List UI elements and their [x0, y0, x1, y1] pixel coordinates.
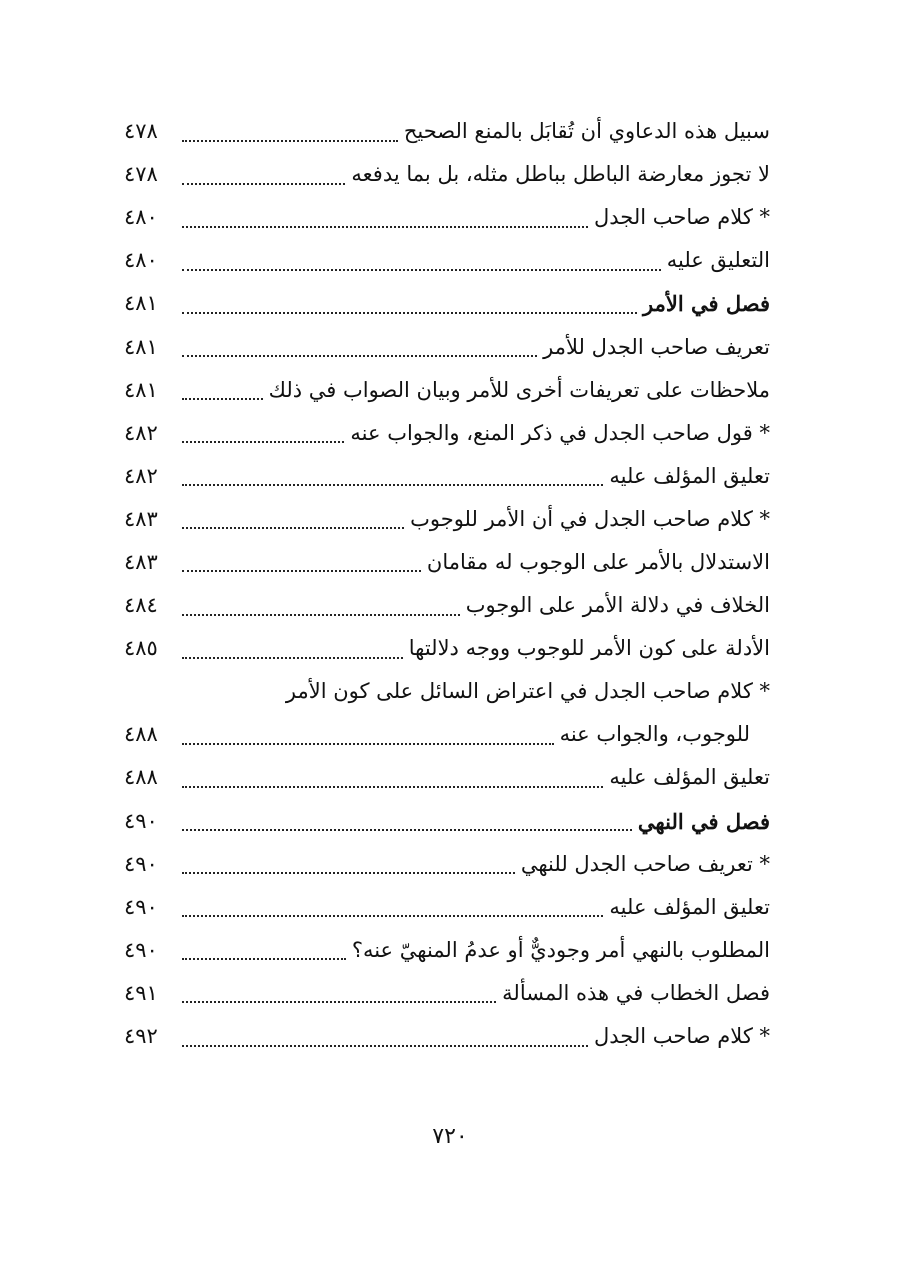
- toc-entry-page-number: ٤٨١: [124, 377, 158, 402]
- toc-entry: [124, 110, 770, 153]
- toc-entry-title: سبيل هذه الدعاوي أن تُقابَل بالمنع الصحيح: [403, 119, 770, 144]
- toc-entry: [124, 929, 770, 972]
- toc-entry-page-number: ٤٨٢: [124, 420, 158, 445]
- toc-entry: [124, 541, 770, 584]
- toc-entry-title: تعليق المؤلف عليه: [609, 765, 770, 790]
- toc-entry: [124, 196, 770, 239]
- toc-entry: [124, 670, 770, 713]
- toc-entry-title: الأدلة على كون الأمر للوجوب ووجه دلالتها: [408, 636, 770, 661]
- toc-entry: [124, 369, 770, 412]
- toc-entry-title: تعريف صاحب الجدل للأمر: [543, 334, 770, 359]
- toc-entry-page-number: ٤٨٠: [124, 205, 158, 230]
- table-of-contents: [124, 110, 770, 1058]
- toc-entry-page-number: ٤٨٥: [124, 636, 158, 661]
- dot-leader: [182, 743, 554, 745]
- toc-entry-title: الاستدلال بالأمر على الوجوب له مقامان: [426, 549, 770, 574]
- toc-entry: [124, 627, 770, 670]
- toc-entry-page-number: ٤٨١: [124, 334, 158, 359]
- toc-entry-page-number: ٤٩١: [124, 980, 158, 1005]
- toc-entry: [124, 1015, 770, 1058]
- toc-entry-page-number: ٤٨٨: [124, 765, 158, 790]
- dot-leader: [182, 226, 588, 228]
- toc-entry-title: لا تجوز معارضة الباطل بباطل مثله، بل بما يدفعه: [351, 162, 770, 187]
- toc-entry-page-number: ٤٨٣: [124, 549, 158, 574]
- toc-entry-page-number: ٤٩٢: [124, 1024, 158, 1049]
- toc-entry: [124, 239, 770, 282]
- toc-entry-title: * كلام صاحب الجدل: [594, 1024, 770, 1049]
- dot-leader: [182, 786, 603, 788]
- toc-entry-title: المطلوب بالنهي أمر وجوديٌّ أو عدمُ المنهيّ عنه؟: [351, 937, 770, 962]
- dot-leader: [182, 915, 603, 917]
- dot-leader: [182, 1045, 588, 1047]
- toc-entry-title: فصل في النهي: [637, 808, 770, 834]
- toc-entry-title: الخلاف في دلالة الأمر على الوجوب: [465, 593, 770, 618]
- toc-entry-title: تعليق المؤلف عليه: [609, 463, 770, 488]
- toc-entry-page-number: ٤٨٣: [124, 506, 158, 531]
- toc-entry-page-number: ٤٨٠: [124, 248, 158, 273]
- toc-entry-title: تعليق المؤلف عليه: [609, 894, 770, 919]
- toc-entry-title: * قول صاحب الجدل في ذكر المنع، والجواب عنه: [350, 420, 770, 445]
- toc-entry-title: فصل الخطاب في هذه المسألة: [502, 980, 770, 1005]
- dot-leader: [182, 872, 515, 874]
- toc-entry-title: ملاحظات على تعريفات أخرى للأمر وبيان الصواب في ذلك: [268, 377, 770, 402]
- toc-entry-title: فصل في الأمر: [643, 291, 770, 317]
- toc-entry: [124, 455, 770, 498]
- toc-entry-page-number: ٤٩٠: [124, 808, 158, 833]
- dot-leader: [182, 614, 460, 616]
- toc-entry-page-number: ٤٨٨: [124, 722, 158, 747]
- toc-entry: [124, 713, 770, 756]
- toc-entry-page-number: ٤٩٠: [124, 894, 158, 919]
- dot-leader: [182, 570, 421, 572]
- toc-entry-title: التعليق عليه: [666, 248, 770, 273]
- toc-entry: [124, 498, 770, 541]
- dot-leader: [182, 355, 537, 357]
- toc-entry-title: * كلام صاحب الجدل في أن الأمر للوجوب: [410, 506, 770, 531]
- page-number: ٧٢٠: [432, 1124, 468, 1149]
- dot-leader: [182, 140, 398, 142]
- dot-leader: [182, 269, 661, 271]
- dot-leader: [182, 312, 637, 314]
- dot-leader: [182, 398, 263, 400]
- toc-entry: [124, 282, 770, 325]
- toc-entry: [124, 843, 770, 886]
- toc-entry: [124, 584, 770, 627]
- toc-entry-title: للوجوب، والجواب عنه: [559, 722, 750, 747]
- toc-entry-title: * تعريف صاحب الجدل للنهي: [520, 851, 770, 876]
- dot-leader: [182, 441, 344, 443]
- toc-entry-title: * كلام صاحب الجدل في اعتراض السائل على كون الأمر: [285, 679, 770, 704]
- dot-leader: [182, 958, 346, 960]
- toc-entry-page-number: ٤٨١: [124, 291, 158, 316]
- toc-entry-page-number: ٤٨٤: [124, 593, 158, 618]
- toc-entry: [124, 886, 770, 929]
- toc-entry-page-number: ٤٩٠: [124, 851, 158, 876]
- toc-entry-page-number: ٤٩٠: [124, 937, 158, 962]
- dot-leader: [182, 183, 345, 185]
- toc-entry: [124, 325, 770, 368]
- toc-entry-title: * كلام صاحب الجدل: [594, 205, 770, 230]
- toc-entry: [124, 412, 770, 455]
- toc-entry: [124, 153, 770, 196]
- dot-leader: [182, 527, 404, 529]
- dot-leader: [182, 484, 603, 486]
- dot-leader: [182, 657, 403, 659]
- toc-entry-page-number: ٤٨٢: [124, 463, 158, 488]
- toc-entry-page-number: ٤٧٨: [124, 162, 158, 187]
- toc-entry: [124, 756, 770, 799]
- toc-entry: [124, 972, 770, 1015]
- dot-leader: [182, 1001, 496, 1003]
- dot-leader: [182, 829, 632, 831]
- toc-entry: [124, 800, 770, 843]
- toc-entry-page-number: ٤٧٨: [124, 119, 158, 144]
